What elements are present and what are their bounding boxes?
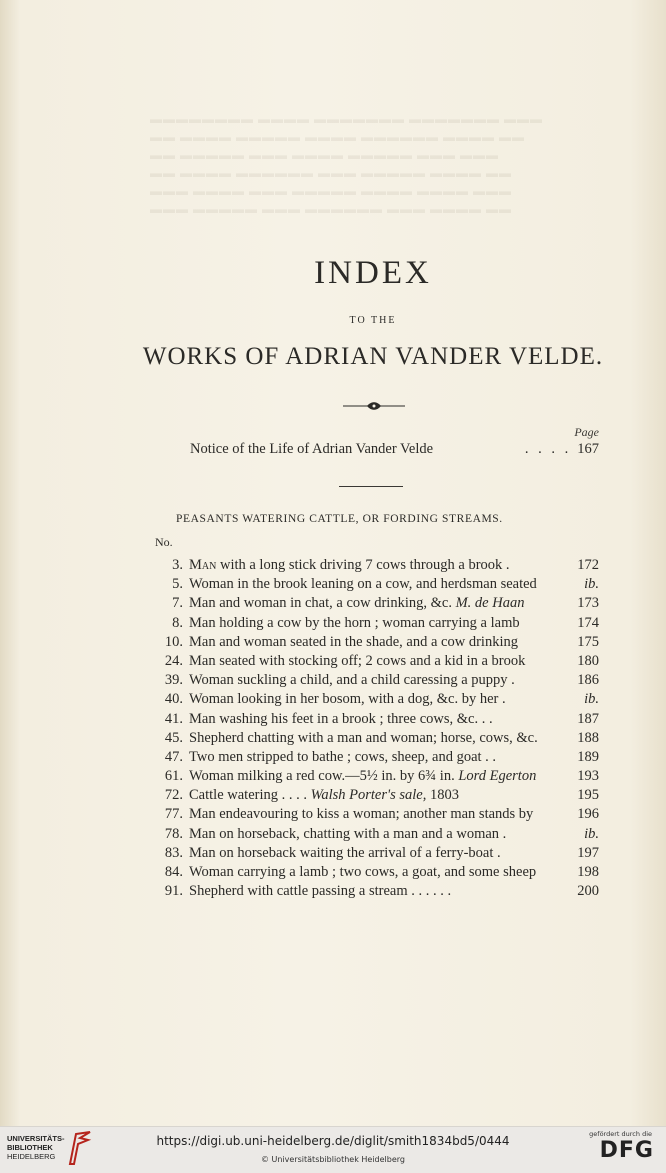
entry-page: 173 xyxy=(577,595,599,612)
entry-number: 8. xyxy=(172,614,183,631)
logo-line-1: UNIVERSITÄTS- xyxy=(7,1134,65,1143)
entry-number: 40. xyxy=(164,691,183,708)
entry-description: Man washing his feet in a brook ; three cows, &c. . . xyxy=(189,710,493,727)
entry-page: 186 xyxy=(577,672,599,689)
entry-page: ib. xyxy=(584,576,599,593)
index-entry xyxy=(157,710,599,729)
entry-description: Man seated with stocking off; 2 cows and a kid in a brook xyxy=(189,652,526,669)
entry-description: Woman milking a red cow.—5½ in. by 6¾ in. Lord Egerton xyxy=(189,768,537,785)
index-entry xyxy=(157,844,599,863)
entry-description: Shepherd chatting with a man and woman; horse, cows, &c. xyxy=(189,729,538,746)
entry-number: 7. xyxy=(172,595,183,612)
index-entry xyxy=(157,671,599,690)
entry-page: 193 xyxy=(577,768,599,785)
index-entry xyxy=(157,825,599,844)
entry-page: 200 xyxy=(577,883,599,900)
entry-source: Lord Egerton xyxy=(458,768,537,785)
page-column-label: Page xyxy=(574,425,599,439)
entry-number: 41. xyxy=(164,710,183,727)
entry-description: Man on horseback, chatting with a man and a woman . xyxy=(189,825,507,842)
entry-source: Walsh Porter's sale, xyxy=(310,787,427,804)
entry-description: Woman looking in her bosom, with a dog, &c. by her . xyxy=(189,691,506,708)
entry-description: Man holding a cow by the horn ; woman carrying a lamb xyxy=(189,614,520,631)
index-entry xyxy=(157,690,599,709)
entry-number: 77. xyxy=(164,806,183,823)
entry-page: 196 xyxy=(577,806,599,823)
copyright-text: © Universitätsbibliothek Heidelberg xyxy=(260,1155,405,1164)
index-heading: INDEX xyxy=(314,255,432,291)
permalink-url[interactable]: https://digi.ub.uni-heidelberg.de/diglit/smith1834bd5/0444 xyxy=(156,1134,510,1148)
entry-number: 10. xyxy=(164,633,183,650)
entry-number: 5. xyxy=(172,576,183,593)
index-entry xyxy=(157,633,599,652)
entry-description: Man and woman seated in the shade, and a cow drinking xyxy=(189,633,518,650)
index-entry xyxy=(157,594,599,613)
notice-page: 167 xyxy=(577,441,599,457)
entry-description: Woman in the brook leaning on a cow, and herdsman seated xyxy=(189,576,537,593)
entry-description: Man on horseback waiting the arrival of a ferry-boat . xyxy=(189,844,501,861)
entry-number: 24. xyxy=(164,652,183,669)
entry-page: ib. xyxy=(584,691,599,708)
entry-page: 174 xyxy=(577,614,599,631)
index-entry xyxy=(157,729,599,748)
entry-description: Woman carrying a lamb ; two cows, a goat, and some sheep xyxy=(189,864,537,880)
ornament-divider-icon xyxy=(343,400,405,412)
entry-number: 78. xyxy=(164,825,183,842)
logo-line-3: HEIDELBERG xyxy=(7,1152,56,1161)
entry-page: 188 xyxy=(577,729,599,746)
entry-page: 187 xyxy=(577,710,599,727)
index-entry xyxy=(157,805,599,824)
to-the-subheading: TO THE xyxy=(349,315,397,326)
notice-text: Notice of the Life of Adrian Vander Velde xyxy=(190,441,434,457)
entry-page: 195 xyxy=(577,787,599,804)
entry-number: 3. xyxy=(172,557,183,573)
entry-description: Man and woman in chat, a cow drinking, &c. M. de Haan xyxy=(189,595,525,612)
section-rule xyxy=(339,486,403,487)
entry-number: 72. xyxy=(164,787,183,804)
entry-description: Woman suckling a child, and a child caressing a puppy . xyxy=(189,672,515,689)
index-entry xyxy=(157,882,599,901)
index-entry xyxy=(157,767,599,786)
bleed-through-text: ▬▬▬▬▬▬▬▬ ▬▬▬▬ ▬▬▬▬▬▬▬ ▬▬▬▬▬▬▬ ▬▬▬ ▬▬ ▬▬▬▬ ▬▬▬▬▬ ▬▬▬▬ ▬▬▬▬▬▬ ▬▬▬▬ ▬▬ ▬▬ ▬▬▬▬▬ ▬▬▬ ▬▬▬▬ ▬▬▬▬▬ ▬▬▬ ▬▬▬ ▬▬ ▬▬▬▬ ▬▬▬▬▬▬ ▬▬▬ ▬▬▬▬▬ ▬▬▬▬ ▬▬ ▬▬▬ ▬▬▬▬ ▬▬▬ ▬▬▬▬▬ ▬▬▬▬ ▬▬▬▬ ▬▬▬ ▬▬▬ ▬▬▬▬▬ ▬▬▬ ▬▬▬▬▬▬ ▬▬▬ ▬▬▬▬ ▬▬ xyxy=(150,112,543,216)
entry-page: ib. xyxy=(584,825,599,842)
index-entries xyxy=(157,556,599,901)
index-entry xyxy=(157,556,599,575)
entry-number: 61. xyxy=(164,768,183,785)
index-entry xyxy=(157,748,599,767)
entry-page: 189 xyxy=(577,748,599,765)
entry-number: 83. xyxy=(164,844,183,861)
index-entry xyxy=(157,652,599,671)
entry-description: Cattle watering . . . . Walsh Porter's sale, 1803 xyxy=(189,787,459,804)
dfg-logo[interactable]: DFG xyxy=(599,1138,654,1163)
entry-description: Man with a long stick driving 7 cows through a brook . xyxy=(189,557,510,573)
entry-description: Two men stripped to bathe ; cows, sheep, and goat . . xyxy=(189,748,497,765)
notice-dots: . . . . xyxy=(524,441,572,457)
entry-page: 198 xyxy=(577,864,599,880)
index-entry xyxy=(157,786,599,805)
funded-by-text: gefördert durch die xyxy=(589,1130,652,1138)
entry-number: 47. xyxy=(164,748,183,765)
works-heading: WORKS OF ADRIAN VANDER VELDE. xyxy=(142,343,604,370)
entry-source: M. de Haan xyxy=(455,595,525,612)
entry-page: 175 xyxy=(577,633,599,650)
index-entry xyxy=(157,614,599,633)
entry-number: 39. xyxy=(164,672,183,689)
logo-line-2: BIBLIOTHEK xyxy=(7,1143,53,1152)
entry-description: Man endeavouring to kiss a woman; another man stands by xyxy=(189,806,534,823)
entry-number: 84. xyxy=(164,864,183,880)
entry-page: 197 xyxy=(577,844,599,861)
number-column-label: No. xyxy=(155,535,173,549)
entry-number: 45. xyxy=(164,729,183,746)
entry-description: Shepherd with cattle passing a stream . . . . . . xyxy=(189,883,452,900)
entry-page: 172 xyxy=(577,557,599,573)
index-entry xyxy=(157,575,599,594)
section-heading: PEASANTS WATERING CATTLE, OR FORDING STREAMS. xyxy=(176,513,503,525)
entry-page: 180 xyxy=(577,652,599,669)
entry-number: 91. xyxy=(164,883,183,900)
notice-entry xyxy=(190,441,599,458)
index-entry xyxy=(157,863,599,882)
